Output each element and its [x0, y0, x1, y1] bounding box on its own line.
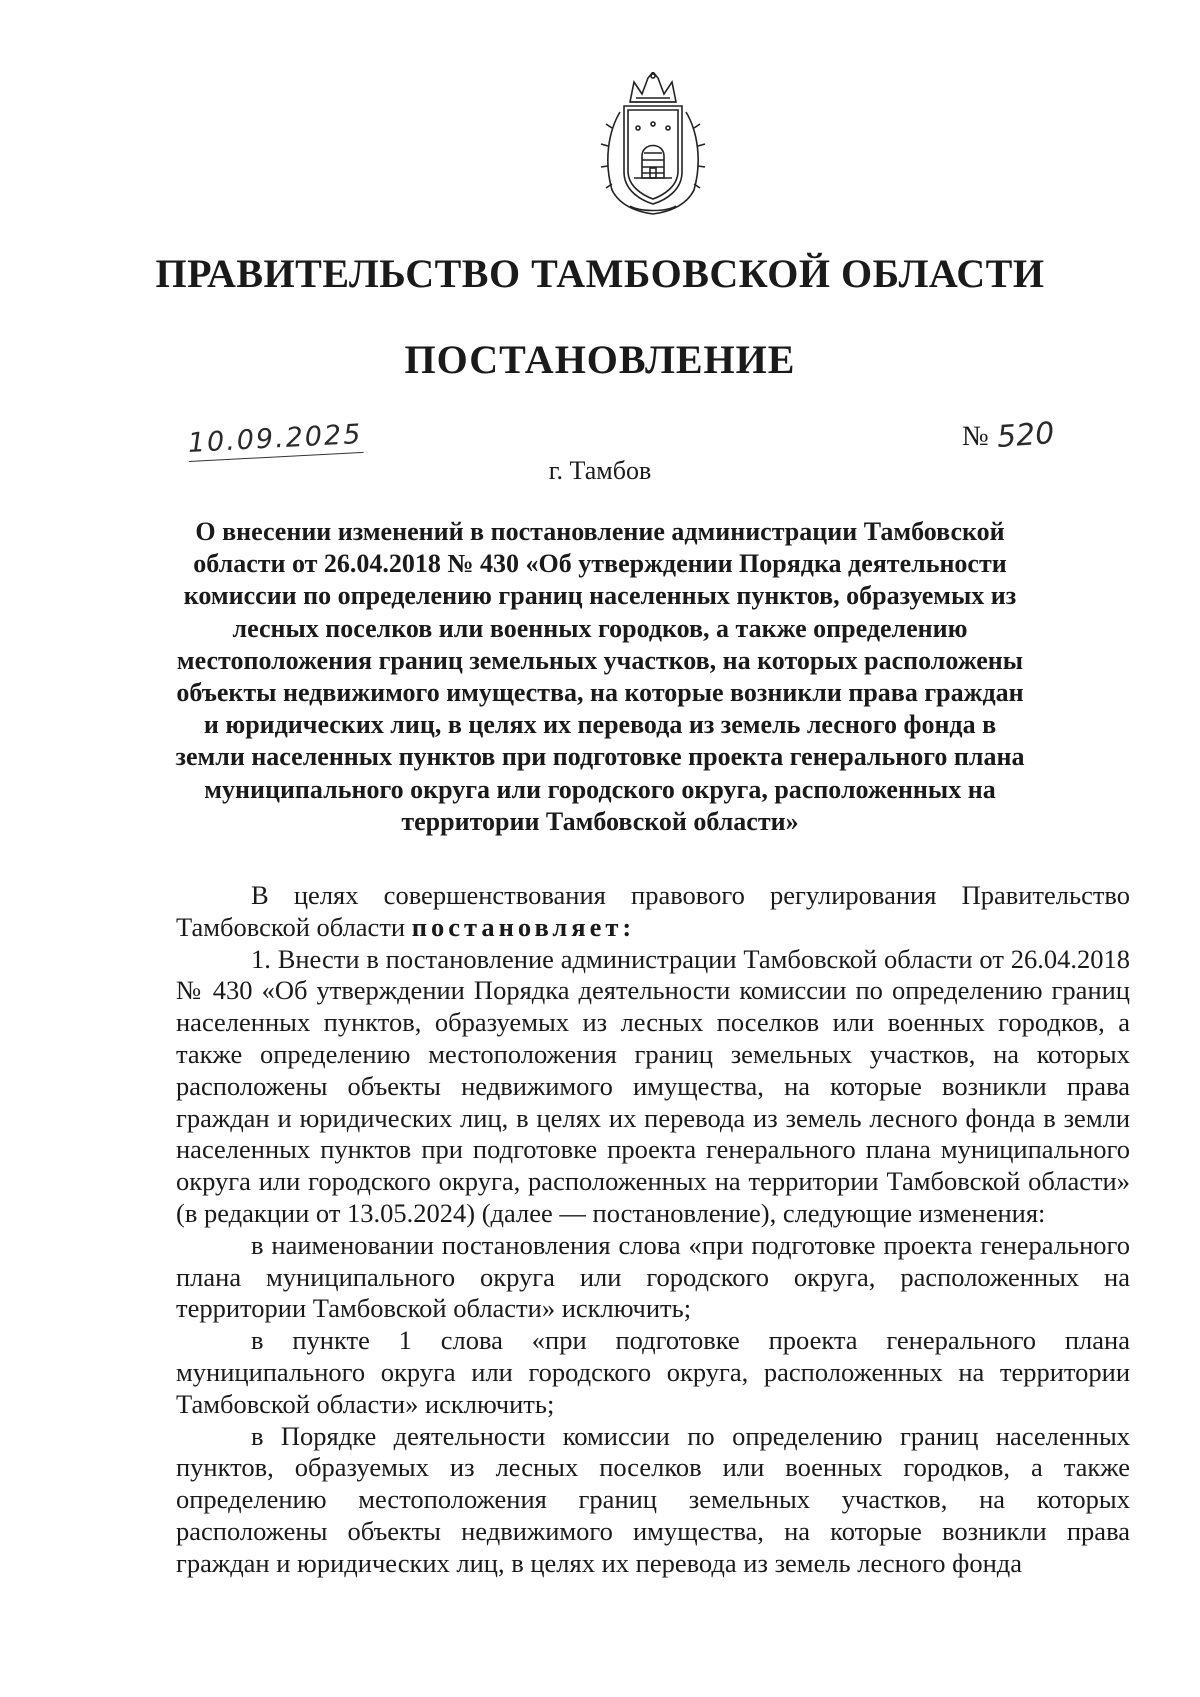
government-title: ПРАВИТЕЛЬСТВО ТАМБОВСКОЙ ОБЛАСТИ — [155, 251, 1045, 296]
document-type: ПОСТАНОВЛЕНИЕ — [404, 337, 796, 382]
preamble-text: В целях совершенствования правового регулирования Правительство Тамбовской области — [176, 880, 1130, 942]
document-number — [962, 418, 1054, 453]
document-date: 10.09.2025 — [187, 419, 363, 462]
number-prefix: № — [962, 421, 989, 452]
number-value: 520 — [995, 416, 1056, 455]
tambov-coat-of-arms-icon — [590, 72, 716, 220]
document-body — [176, 880, 1130, 1580]
preamble-paragraph — [176, 880, 1130, 944]
change-1-paragraph: в наименовании постановления слова «при подготовке проекта генерального плана муниципального округа или городского округа, расположенных на территории Тамбовской области» исключить; — [176, 1229, 1130, 1324]
change-2-paragraph: в пункте 1 слова «при подготовке проекта генерального плана муниципального округа или городского округа, расположенных на территории Тамбовской области» исключить; — [176, 1325, 1130, 1419]
change-3-paragraph: в Порядке деятельности комиссии по определению границ населенных пунктов, образуемых из лесных поселков или военных городков, а также определению местоположения границ земельных участков, на которых расположены объекты недвижимого имущества, на которые возникли права граждан и юридических лиц, в целях их перевода из земель лесного фонда — [176, 1420, 1130, 1578]
item-1-paragraph: 1. Внести в постановление администрации Тамбовской области от 26.04.2018 № 430 «Об утверждении Порядка деятельности комиссии по определению границ населенных пунктов, образуемых из лесных поселков или военных городков, а также определению местоположения границ земельных участков, на которых расположены объекты недвижимого имущества, на которые возникли права граждан и юридических лиц, в целях их перевода из земель лесного фонда в земли населенных пунктов при подготовке проекта генерального плана муниципального округа или городского округа, расположенных на территории Тамбовской области» (в редакции от 13.05.2024) (далее — постановление), следующие изменения: — [176, 943, 1130, 1228]
decree-word: постановляет: — [411, 911, 636, 942]
document-subject: О внесении изменений в постановление администрации Тамбовской области от 26.04.2018 № 430 «Об утверждении Порядка деятельности комиссии по определению границ населенных пунктов, образуемых из лесных поселков или военных городков, а также определению местоположения границ земельных участков, на которых расположены объекты недвижимого имущества, на которые возникли права граждан и юридических лиц, в целях их перевода из земель лесного фонда в земли населенных пунктов при подготовке проекта генерального плана муниципального округа или городского округа, расположенных на территории Тамбовской области» — [175, 517, 1025, 836]
city: г. Тамбов — [548, 456, 652, 485]
